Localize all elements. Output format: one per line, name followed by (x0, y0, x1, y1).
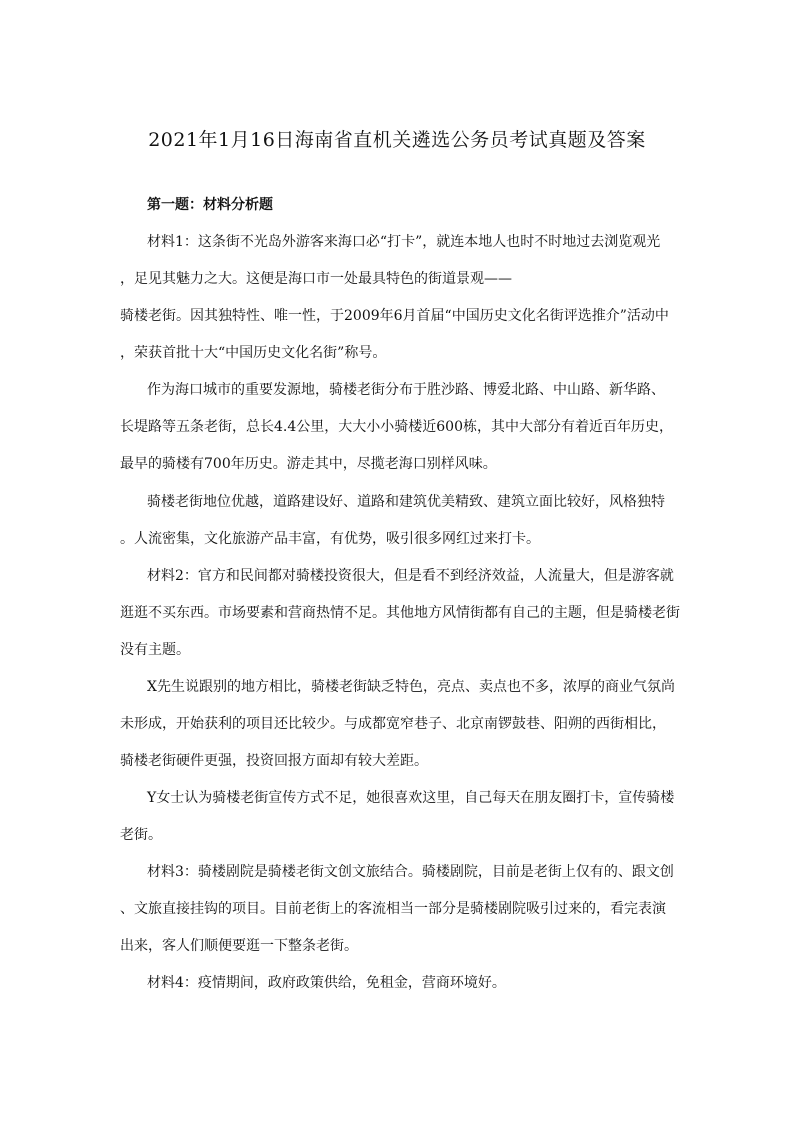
paragraph-line: 逛逛不买东西。市场要素和营商热情不足。其他地方风情街都有自己的主题，但是骑楼老街 (120, 605, 680, 621)
paragraph-line: 老街。 (120, 827, 162, 843)
paragraph-line: 。人流密集，文化旅游产品丰富，有优势，吸引很多网红过来打卡。 (120, 531, 540, 547)
paragraph-line: 没有主题。 (120, 642, 190, 658)
paragraph-line: 骑楼老街硬件更强，投资回报方面却有较大差距。 (120, 753, 428, 769)
paragraph-line: 未形成，开始获利的项目还比较少。与成都宽窄巷子、北京南锣鼓巷、阳朔的西街相比， (120, 716, 666, 732)
section-heading: 第一题：材料分析题 (147, 197, 273, 213)
paragraph-line: 作为海口城市的重要发源地，骑楼老街分布于胜沙路、博爱北路、中山路、新华路、 (147, 382, 665, 398)
paragraph-line: 材料2：官方和民间都对骑楼投资很大，但是看不到经济效益，人流量大，但是游客就 (147, 568, 674, 584)
paragraph-line: 材料4：疫情期间，政府政策供给，免租金，营商环境好。 (147, 975, 506, 991)
paragraph-line: 骑楼老街。因其独特性、唯一性，于2009年6月首届“中国历史文化名街评选推介”活动中 (120, 308, 669, 324)
document-title: 2021年1月16日海南省直机关遴选公务员考试真题及答案 (148, 129, 646, 151)
paragraph-line: 骑楼老街地位优越，道路建设好、道路和建筑优美精致、建筑立面比较好，风格独特 (147, 494, 665, 510)
paragraph-line: 、文旅直接挂钩的项目。目前老街上的客流相当一部分是骑楼剧院吸引过来的，看完表演 (120, 901, 666, 917)
paragraph-line: 出来，客人们顺便要逛一下整条老街。 (120, 938, 358, 954)
paragraph-line: 最早的骑楼有700年历史。游走其中，尽揽老海口别样风味。 (120, 456, 497, 472)
paragraph-line: ，荣获首批十大“中国历史文化名街”称号。 (120, 345, 387, 361)
paragraph-line: ，足见其魅力之大。这便是海口市一处最具特色的街道景观—— (120, 271, 512, 287)
paragraph-line: 材料1：这条街不光岛外游客来海口必“打卡”，就连本地人也时不时地过去浏览观光 (147, 234, 661, 250)
paragraph-line: X先生说跟别的地方相比，骑楼老街缺乏特色，亮点、卖点也不多，浓厚的商业气氛尚 (147, 679, 675, 695)
paragraph-line: 长堤路等五条老街，总长4.4公里，大大小小骑楼近600栋，其中大部分有着近百年历史， (120, 419, 673, 435)
paragraph-line: 材料3：骑楼剧院是骑楼老街文创文旅结合。骑楼剧院，目前是老街上仅有的、跟文创 (147, 864, 674, 880)
paragraph-line: Y女士认为骑楼老街宣传方式不足，她很喜欢这里，自己每天在朋友圈打卡，宣传骑楼 (147, 790, 675, 806)
